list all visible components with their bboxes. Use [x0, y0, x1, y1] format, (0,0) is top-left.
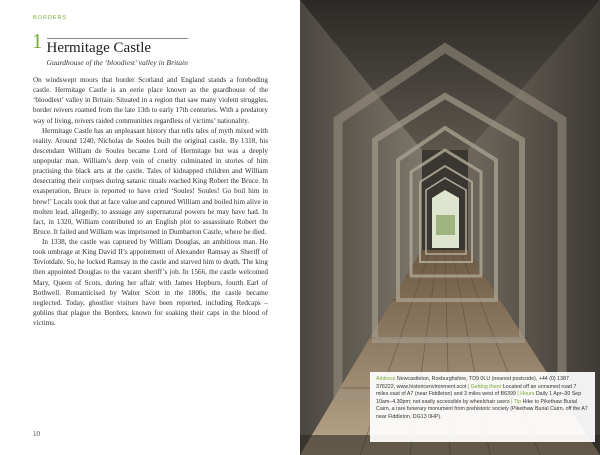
page-subtitle: Guardhouse of the ‘bloodiest’ valley in Britain [46, 58, 188, 67]
body-text [33, 75, 268, 328]
separator: | [467, 383, 470, 390]
page-number: 10 [33, 430, 40, 438]
section-label: BORDERS [33, 15, 68, 21]
address-value: Newcastleton, Roxburghshire, TD9 0LU (nearest postcode), +44 (0) 1387 376222, www.historicenvironment.scot [376, 376, 569, 390]
paragraph: On windswept moors that border Scotland and England stands a foreboding castle. Hermitage Castle is an eerie place known as the guardhouse of the ‘bloodiest’ valley in Britain. Situated in a region that saw many violent struggles, border reivers roamed from the late 13th to early 17th centuries. With a predatory way of living, reivers raided communities regardless of victims’ nationality. [33, 76, 268, 125]
hours-label: Hours [520, 391, 535, 397]
hours-value: Daily 1 Apr–30 Sep 10am–4.30pm; not easily accessible by wheelchair users [376, 391, 582, 405]
separator: | [517, 391, 519, 397]
paragraph: In 1338, the castle was captured by William Douglas, an ambitious man. He took umbrage at King David II’s appointment of Alexander Ramsay as Sheriff of Teviotdale. So, he locked Ramsay in the castle and starved him to death. The king then appointed Douglas to the vacant sheriff’s job. In 1566, the castle welcomed Mary, Queen of Scots, during her affair with James Hepburn, fourth Earl of Bothwell. Romanticised by Walter Scott in the 1800s, the castle became neglected. Today, ghostlier visitors have been reported, including Redcaps – goblins that plague the Borders, known for soaking their caps in the blood of victims. [33, 238, 268, 327]
separator: | [511, 398, 513, 405]
paragraph: Hermitage Castle has an unpleasant history that tells tales of myth mixed with reality. Around 1240, Nicholas de Soules built the original castle. By 1318, his descendant William de Soules became Lord of Hermitage but was a deeply unpopular man. William’s deep vein of cruelty culminated in stories of him practising the black arts at the castle. Tales of kidnapped children and William desecrating their corpses during satanic rituals reached King Robert the Bruce. In exasperation, Bruce is reported to have cried ‘Soules! Soules! Go boil him in brew!’ Locals took that at face value and captured William and boiled him alive in molten lead, allegedly, to assuage any supernatural powers he may have had. In fact, in 1320, William contributed to an English plot to assassinate Robert the Bruce. It failed and William was imprisoned in Dumbarton Castle, where he died. [33, 126, 269, 236]
page-title: Hermitage Castle [47, 41, 155, 56]
visitor-info-box [370, 372, 595, 442]
title-row [32, 31, 188, 67]
chapter-number: 1 [32, 29, 43, 53]
tip-label: Tip [513, 398, 522, 405]
right-page [300, 0, 600, 455]
getting-there-label: Getting there [470, 383, 502, 390]
getting-there-value: Located off an unnamed road 7 miles east of A7 (near Fiddleton) and 3 miles west of B6399 [376, 383, 577, 397]
title-block [47, 38, 188, 67]
address-label: Address [376, 376, 396, 382]
tip-value: Hike to Pikethaw Burial Cairn, a rare funerary monument from prehistoric society (Pikethaw Burial Cairn, off the A7 near Fiddleton, DG13 0HP). [376, 398, 588, 420]
